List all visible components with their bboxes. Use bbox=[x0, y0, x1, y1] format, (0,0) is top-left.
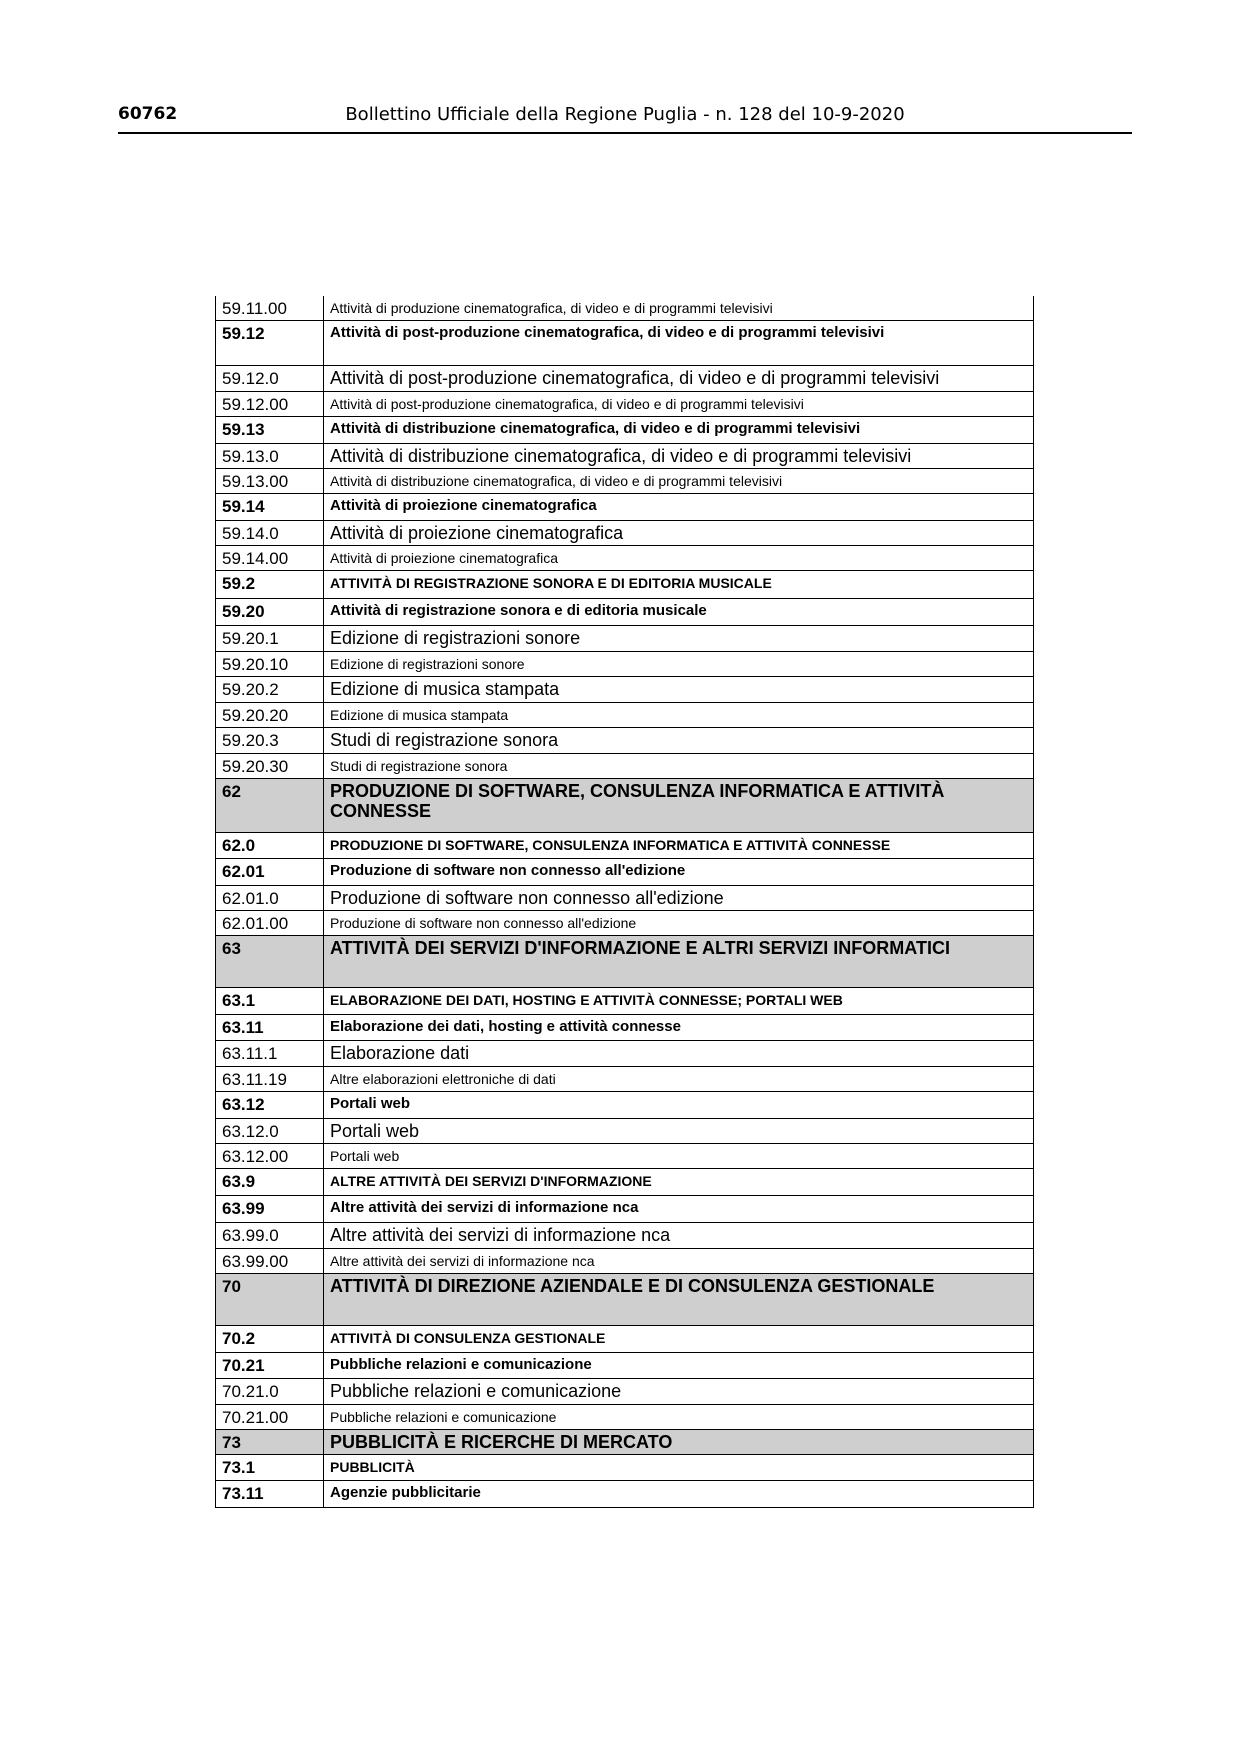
description-cell: Attività di produzione cinematografica, di video e di programmi televisivi bbox=[330, 300, 773, 316]
code-cell: 59.20.3 bbox=[216, 728, 324, 753]
code-cell: 59.11.00 bbox=[216, 296, 324, 320]
table-row bbox=[215, 652, 1034, 677]
table-row bbox=[215, 1144, 1034, 1169]
description-cell: Produzione di software non connesso all'edizione bbox=[330, 915, 637, 931]
description-cell: Elaborazione dati bbox=[330, 1043, 470, 1063]
description-cell: Studi di registrazione sonora bbox=[330, 730, 559, 750]
table-row bbox=[215, 417, 1034, 444]
code-cell: 63.11 bbox=[216, 1015, 324, 1040]
code-cell: 63.99 bbox=[216, 1196, 324, 1222]
code-cell: 63.1 bbox=[216, 988, 324, 1014]
code-cell: 63.12.0 bbox=[216, 1119, 324, 1143]
code-cell: 70.2 bbox=[216, 1326, 324, 1352]
description-cell: Altre attività dei servizi di informazione nca bbox=[330, 1225, 671, 1245]
code-cell: 59.14.00 bbox=[216, 546, 324, 570]
description-cell: ATTIVITÀ DI DIREZIONE AZIENDALE E DI CONSULENZA GESTIONALE bbox=[330, 1276, 935, 1296]
code-cell: 59.20.20 bbox=[216, 703, 324, 727]
code-cell: 62 bbox=[216, 779, 324, 832]
code-cell: 62.01.00 bbox=[216, 911, 324, 935]
table-row-division bbox=[215, 1274, 1034, 1326]
code-cell: 59.2 bbox=[216, 571, 324, 598]
description-cell: Studi di registrazione sonora bbox=[330, 758, 508, 774]
description-cell: PUBBLICITÀ E RICERCHE DI MERCATO bbox=[330, 1432, 673, 1452]
description-cell: Attività di post-produzione cinematografica, di video e di programmi televisivi bbox=[330, 324, 885, 341]
code-cell: 63.11.19 bbox=[216, 1067, 324, 1091]
description-cell: Produzione di software non connesso all'edizione bbox=[330, 862, 686, 879]
description-cell: Altre elaborazioni elettroniche di dati bbox=[330, 1071, 556, 1087]
code-cell: 70 bbox=[216, 1274, 324, 1325]
page-header bbox=[118, 104, 1132, 134]
description-cell: PUBBLICITÀ bbox=[330, 1459, 415, 1475]
ateco-code-table bbox=[215, 296, 1034, 1508]
description-cell: Pubbliche relazioni e comunicazione bbox=[330, 1381, 622, 1401]
table-row bbox=[215, 521, 1034, 546]
table-row bbox=[215, 911, 1034, 936]
description-cell: PRODUZIONE DI SOFTWARE, CONSULENZA INFORMATICA E ATTIVITÀ CONNESSE bbox=[330, 837, 891, 853]
table-row bbox=[215, 1249, 1034, 1274]
table-row bbox=[215, 1092, 1034, 1119]
table-row bbox=[215, 1169, 1034, 1196]
description-cell: Edizione di registrazioni sonore bbox=[330, 628, 581, 648]
description-cell: Produzione di software non connesso all'edizione bbox=[330, 888, 724, 908]
code-cell: 70.21.00 bbox=[216, 1405, 324, 1429]
table-row bbox=[215, 444, 1034, 469]
table-row bbox=[215, 1119, 1034, 1144]
table-row bbox=[215, 1041, 1034, 1067]
description-cell: ALTRE ATTIVITÀ DEI SERVIZI D'INFORMAZIONE bbox=[330, 1173, 652, 1189]
table-row bbox=[215, 1067, 1034, 1092]
table-row bbox=[215, 1481, 1034, 1508]
code-cell: 63.12 bbox=[216, 1092, 324, 1118]
table-row bbox=[215, 1223, 1034, 1249]
table-row bbox=[215, 1353, 1034, 1379]
code-cell: 59.20.2 bbox=[216, 677, 324, 702]
table-row bbox=[215, 1196, 1034, 1223]
description-cell: Agenzie pubblicitarie bbox=[330, 1484, 481, 1501]
code-cell: 59.20 bbox=[216, 599, 324, 625]
table-row bbox=[215, 1455, 1034, 1481]
table-row bbox=[215, 321, 1034, 366]
table-row bbox=[215, 1405, 1034, 1430]
description-cell: Elaborazione dei dati, hosting e attività connesse bbox=[330, 1018, 681, 1035]
code-cell: 59.14 bbox=[216, 494, 324, 520]
description-cell: PRODUZIONE DI SOFTWARE, CONSULENZA INFORMATICA E ATTIVITÀ CONNESSE bbox=[330, 781, 945, 821]
table-row bbox=[215, 469, 1034, 494]
table-row bbox=[215, 1326, 1034, 1353]
page-number: 60762 bbox=[118, 104, 178, 124]
description-cell: Attività di proiezione cinematografica bbox=[330, 523, 624, 543]
code-cell: 63.9 bbox=[216, 1169, 324, 1195]
table-row bbox=[215, 494, 1034, 521]
code-cell: 59.12 bbox=[216, 321, 324, 365]
bulletin-title: Bollettino Ufficiale della Regione Puglia - n. 128 del 10-9-2020 bbox=[345, 104, 905, 125]
table-row bbox=[215, 626, 1034, 652]
table-row bbox=[215, 366, 1034, 392]
description-cell: Edizione di registrazioni sonore bbox=[330, 656, 525, 672]
table-row bbox=[215, 754, 1034, 779]
code-cell: 59.13.00 bbox=[216, 469, 324, 493]
table-row bbox=[215, 296, 1034, 321]
description-cell: Attività di distribuzione cinematografica, di video e di programmi televisivi bbox=[330, 473, 783, 489]
table-row bbox=[215, 703, 1034, 728]
code-cell: 63.12.00 bbox=[216, 1144, 324, 1168]
code-cell: 63.99.00 bbox=[216, 1249, 324, 1273]
code-cell: 63.11.1 bbox=[216, 1041, 324, 1066]
description-cell: Attività di registrazione sonora e di editoria musicale bbox=[330, 602, 707, 619]
table-row bbox=[215, 886, 1034, 911]
code-cell: 73 bbox=[216, 1430, 324, 1454]
code-cell: 59.13 bbox=[216, 417, 324, 443]
code-cell: 59.20.1 bbox=[216, 626, 324, 651]
description-cell: Altre attività dei servizi di informazione nca bbox=[330, 1199, 639, 1216]
code-cell: 63 bbox=[216, 936, 324, 987]
table-row-division bbox=[215, 936, 1034, 988]
description-cell: Attività di distribuzione cinematografica, di video e di programmi televisivi bbox=[330, 420, 861, 437]
description-cell: ATTIVITÀ DEI SERVIZI D'INFORMAZIONE E ALTRI SERVIZI INFORMATICI bbox=[330, 938, 950, 958]
table-row bbox=[215, 988, 1034, 1015]
code-cell: 59.13.0 bbox=[216, 444, 324, 468]
code-cell: 59.20.10 bbox=[216, 652, 324, 676]
table-row bbox=[215, 859, 1034, 886]
description-cell: Attività di proiezione cinematografica bbox=[330, 550, 559, 566]
description-cell: Edizione di musica stampata bbox=[330, 707, 509, 723]
code-cell: 62.01 bbox=[216, 859, 324, 885]
table-row-division bbox=[215, 779, 1034, 833]
code-cell: 73.1 bbox=[216, 1455, 324, 1480]
description-cell: Attività di distribuzione cinematografica, di video e di programmi televisivi bbox=[330, 446, 912, 466]
description-cell: Attività di post-produzione cinematografica, di video e di programmi televisivi bbox=[330, 368, 940, 388]
table-row-division bbox=[215, 1430, 1034, 1455]
description-cell: Pubbliche relazioni e comunicazione bbox=[330, 1409, 557, 1425]
description-cell: Portali web bbox=[330, 1121, 420, 1141]
table-row bbox=[215, 1379, 1034, 1405]
table-row bbox=[215, 571, 1034, 599]
description-cell: Altre attività dei servizi di informazione nca bbox=[330, 1253, 595, 1269]
description-cell: Edizione di musica stampata bbox=[330, 679, 560, 699]
table-row bbox=[215, 599, 1034, 626]
code-cell: 59.12.0 bbox=[216, 366, 324, 391]
code-cell: 62.0 bbox=[216, 833, 324, 858]
description-cell: Attività di post-produzione cinematografica, di video e di programmi televisivi bbox=[330, 396, 804, 412]
table-row bbox=[215, 546, 1034, 571]
code-cell: 63.99.0 bbox=[216, 1223, 324, 1248]
table-row bbox=[215, 677, 1034, 703]
description-cell: Portali web bbox=[330, 1148, 400, 1164]
description-cell: ELABORAZIONE DEI DATI, HOSTING E ATTIVITÀ CONNESSE; PORTALI WEB bbox=[330, 992, 843, 1008]
description-cell: Attività di proiezione cinematografica bbox=[330, 497, 597, 514]
description-cell: ATTIVITÀ DI CONSULENZA GESTIONALE bbox=[330, 1330, 606, 1346]
code-cell: 73.11 bbox=[216, 1481, 324, 1507]
code-cell: 62.01.0 bbox=[216, 886, 324, 910]
table-row bbox=[215, 833, 1034, 859]
description-cell: Portali web bbox=[330, 1095, 411, 1112]
description-cell: ATTIVITÀ DI REGISTRAZIONE SONORA E DI EDITORIA MUSICALE bbox=[330, 575, 772, 591]
code-cell: 70.21.0 bbox=[216, 1379, 324, 1404]
code-cell: 59.20.30 bbox=[216, 754, 324, 778]
code-cell: 59.14.0 bbox=[216, 521, 324, 545]
code-cell: 59.12.00 bbox=[216, 392, 324, 416]
table-row bbox=[215, 728, 1034, 754]
code-cell: 70.21 bbox=[216, 1353, 324, 1378]
table-row bbox=[215, 392, 1034, 417]
description-cell: Pubbliche relazioni e comunicazione bbox=[330, 1356, 592, 1373]
table-row bbox=[215, 1015, 1034, 1041]
